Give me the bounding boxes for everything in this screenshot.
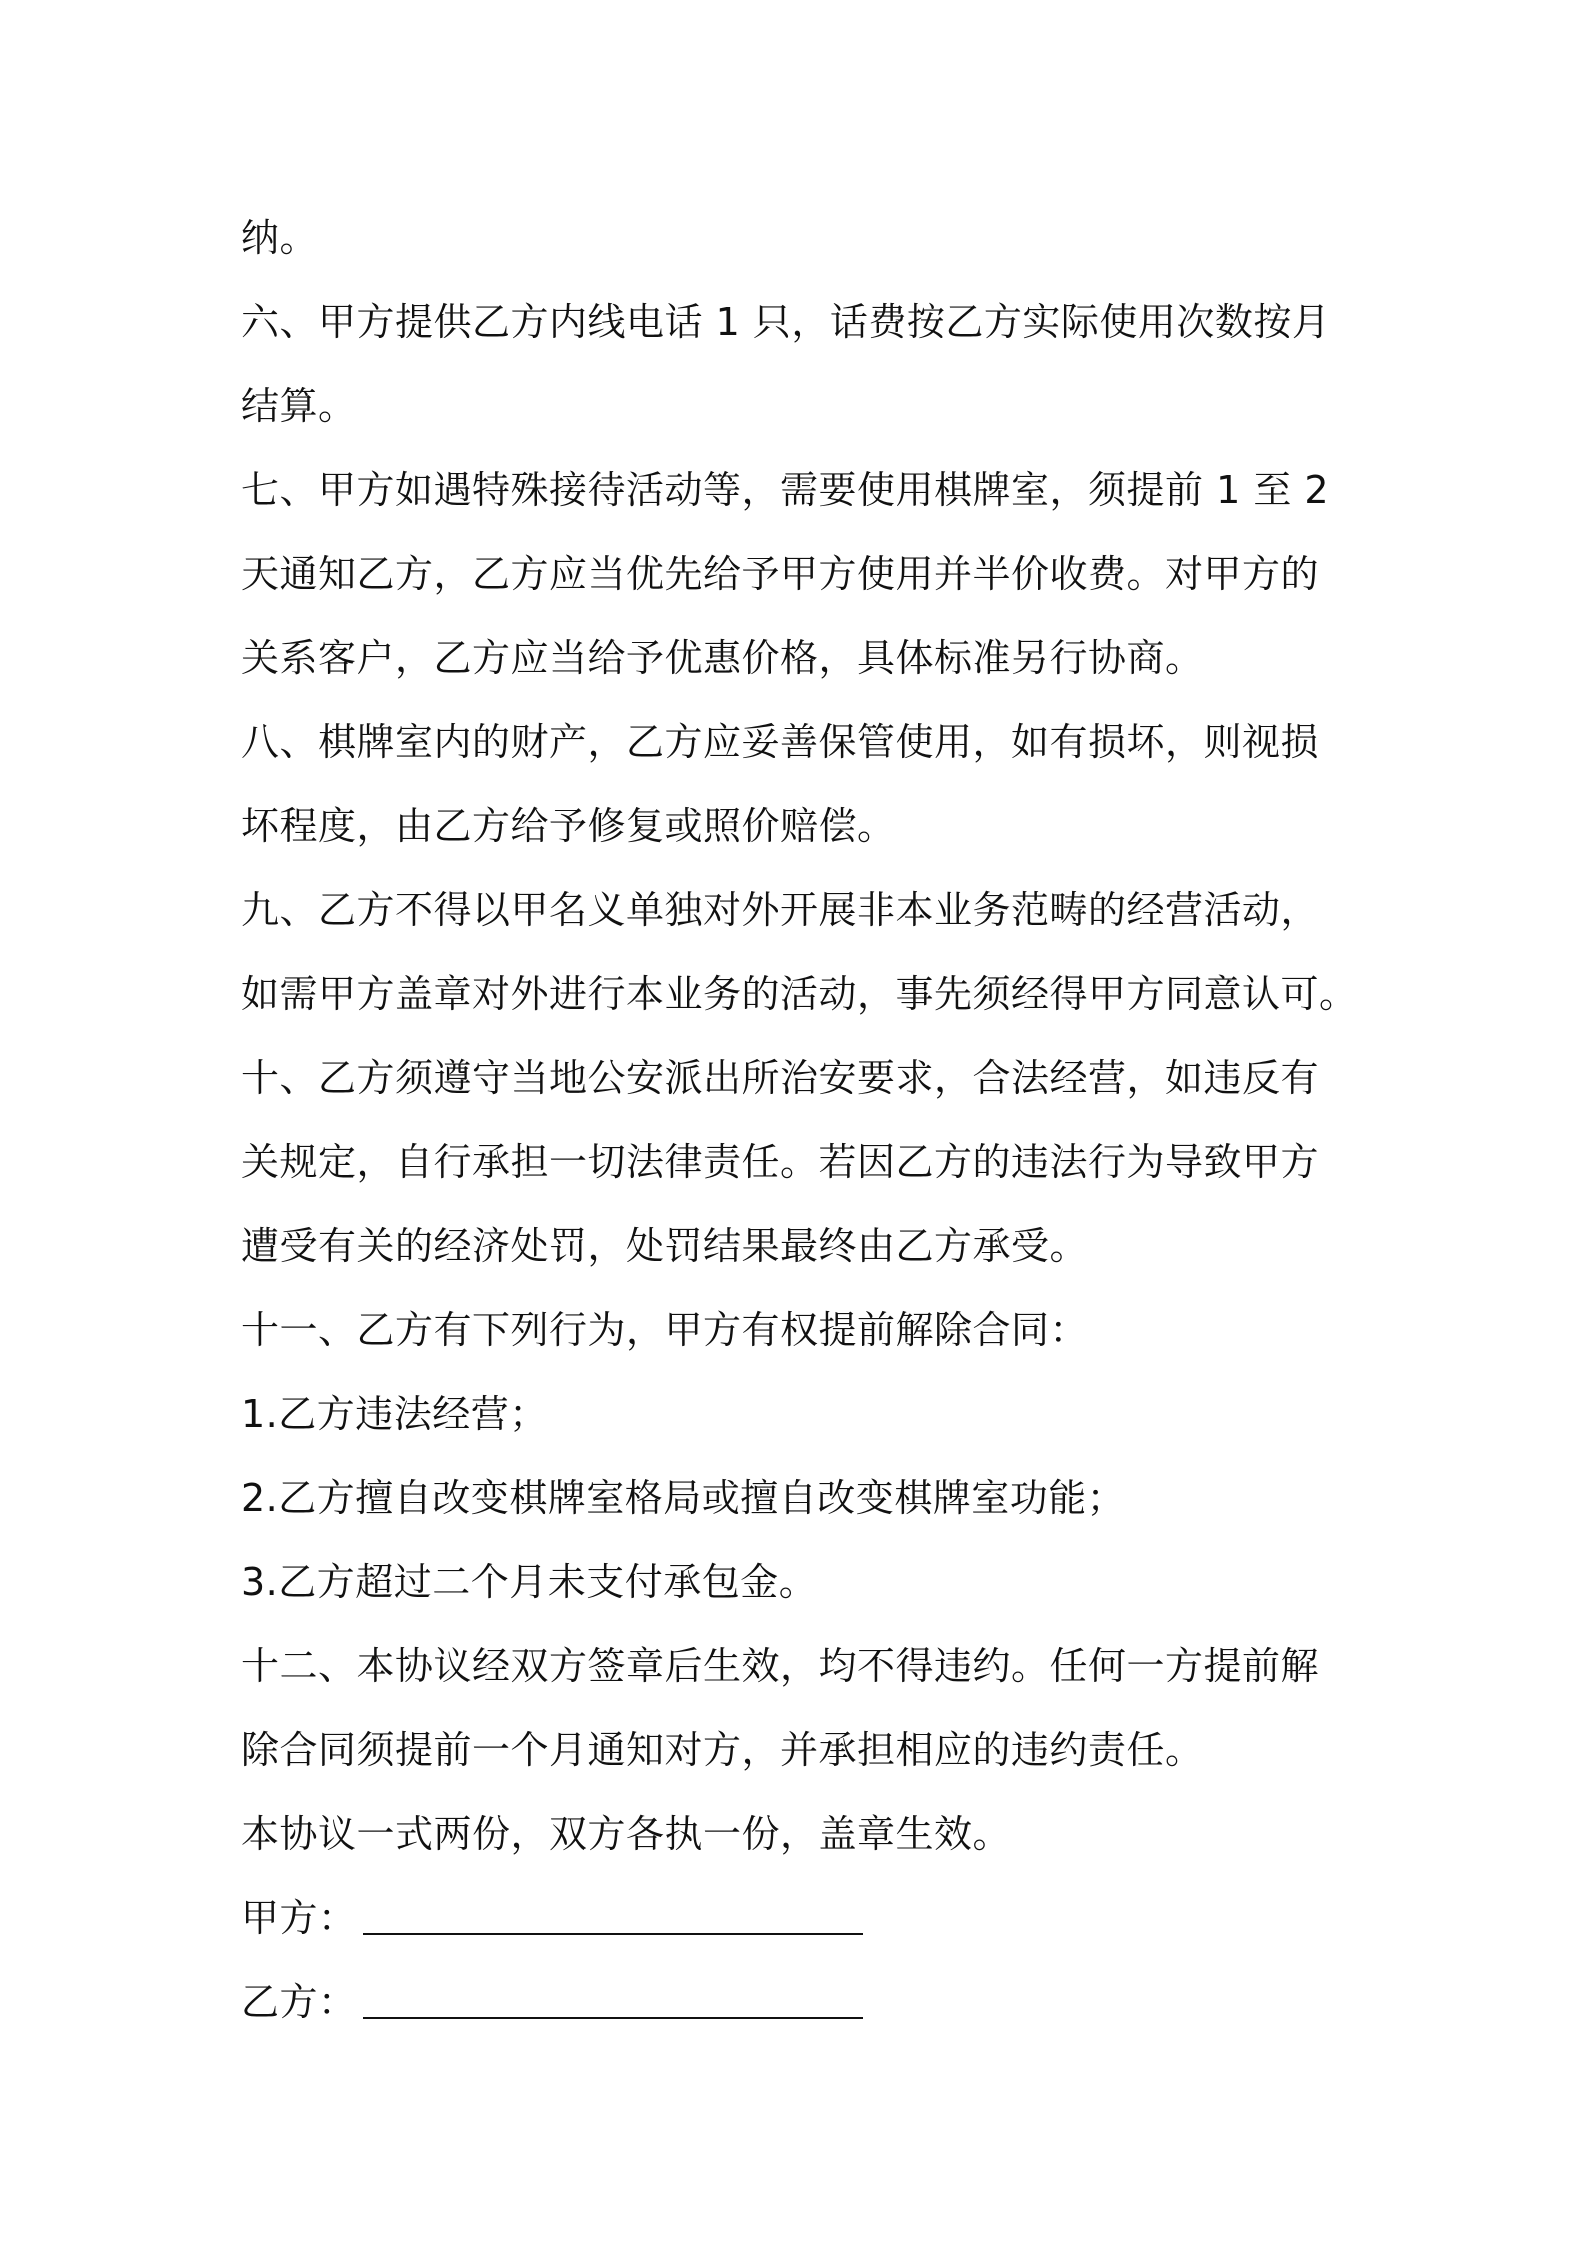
text-line: 关规定，自行承担一切法律责任。若因乙方的违法行为导致甲方 bbox=[241, 1140, 1320, 1184]
text-line: 遭受有关的经济处罚，处罚结果最终由乙方承受。 bbox=[241, 1224, 1089, 1268]
text-line: 3.乙方超过二个月未支付承包金。 bbox=[241, 1560, 818, 1604]
text-line: 八、棋牌室内的财产，乙方应妥善保管使用，如有损坏，则视损 bbox=[241, 720, 1320, 764]
party-a-label: 甲方： bbox=[241, 1896, 357, 1940]
party-a-signature-blank bbox=[363, 1933, 863, 1935]
text-line: 坏程度，由乙方给予修复或照价赔偿。 bbox=[241, 804, 896, 848]
text-line: 天通知乙方，乙方应当优先给予甲方使用并半价收费。对甲方的 bbox=[241, 552, 1320, 596]
text-line: 本协议一式两份，双方各执一份，盖章生效。 bbox=[241, 1812, 1012, 1856]
party-a-signature bbox=[241, 1876, 1381, 1960]
text-line: 1.乙方违法经营； bbox=[241, 1392, 548, 1436]
party-b-label: 乙方： bbox=[241, 1980, 357, 2024]
text-line: 十二、本协议经双方签章后生效，均不得违约。任何一方提前解 bbox=[241, 1644, 1320, 1688]
text-line: 十一、乙方有下列行为，甲方有权提前解除合同： bbox=[241, 1308, 1089, 1352]
text-line: 如需甲方盖章对外进行本业务的活动，事先须经得甲方同意认可。 bbox=[241, 972, 1358, 1016]
party-b-signature bbox=[241, 1960, 1381, 2044]
contract-page bbox=[241, 196, 1381, 2044]
text-line: 纳。 bbox=[241, 216, 319, 260]
text-line: 十、乙方须遵守当地公安派出所治安要求，合法经营，如违反有 bbox=[241, 1056, 1320, 1100]
text-line: 关系客户，乙方应当给予优惠价格，具体标准另行协商。 bbox=[241, 636, 1204, 680]
text-line: 七、甲方如遇特殊接待活动等，需要使用棋牌室，须提前 1 至 2 bbox=[241, 468, 1330, 512]
text-line: 2.乙方擅自改变棋牌室格局或擅自改变棋牌室功能； bbox=[241, 1476, 1126, 1520]
text-line: 九、乙方不得以甲名义单独对外开展非本业务范畴的经营活动， bbox=[241, 888, 1320, 932]
text-line: 除合同须提前一个月通知对方，并承担相应的违约责任。 bbox=[241, 1728, 1204, 1772]
text-line: 结算。 bbox=[241, 384, 357, 428]
text-line: 六、甲方提供乙方内线电话 1 只，话费按乙方实际使用次数按月 bbox=[241, 300, 1331, 344]
party-b-signature-blank bbox=[363, 2017, 863, 2019]
